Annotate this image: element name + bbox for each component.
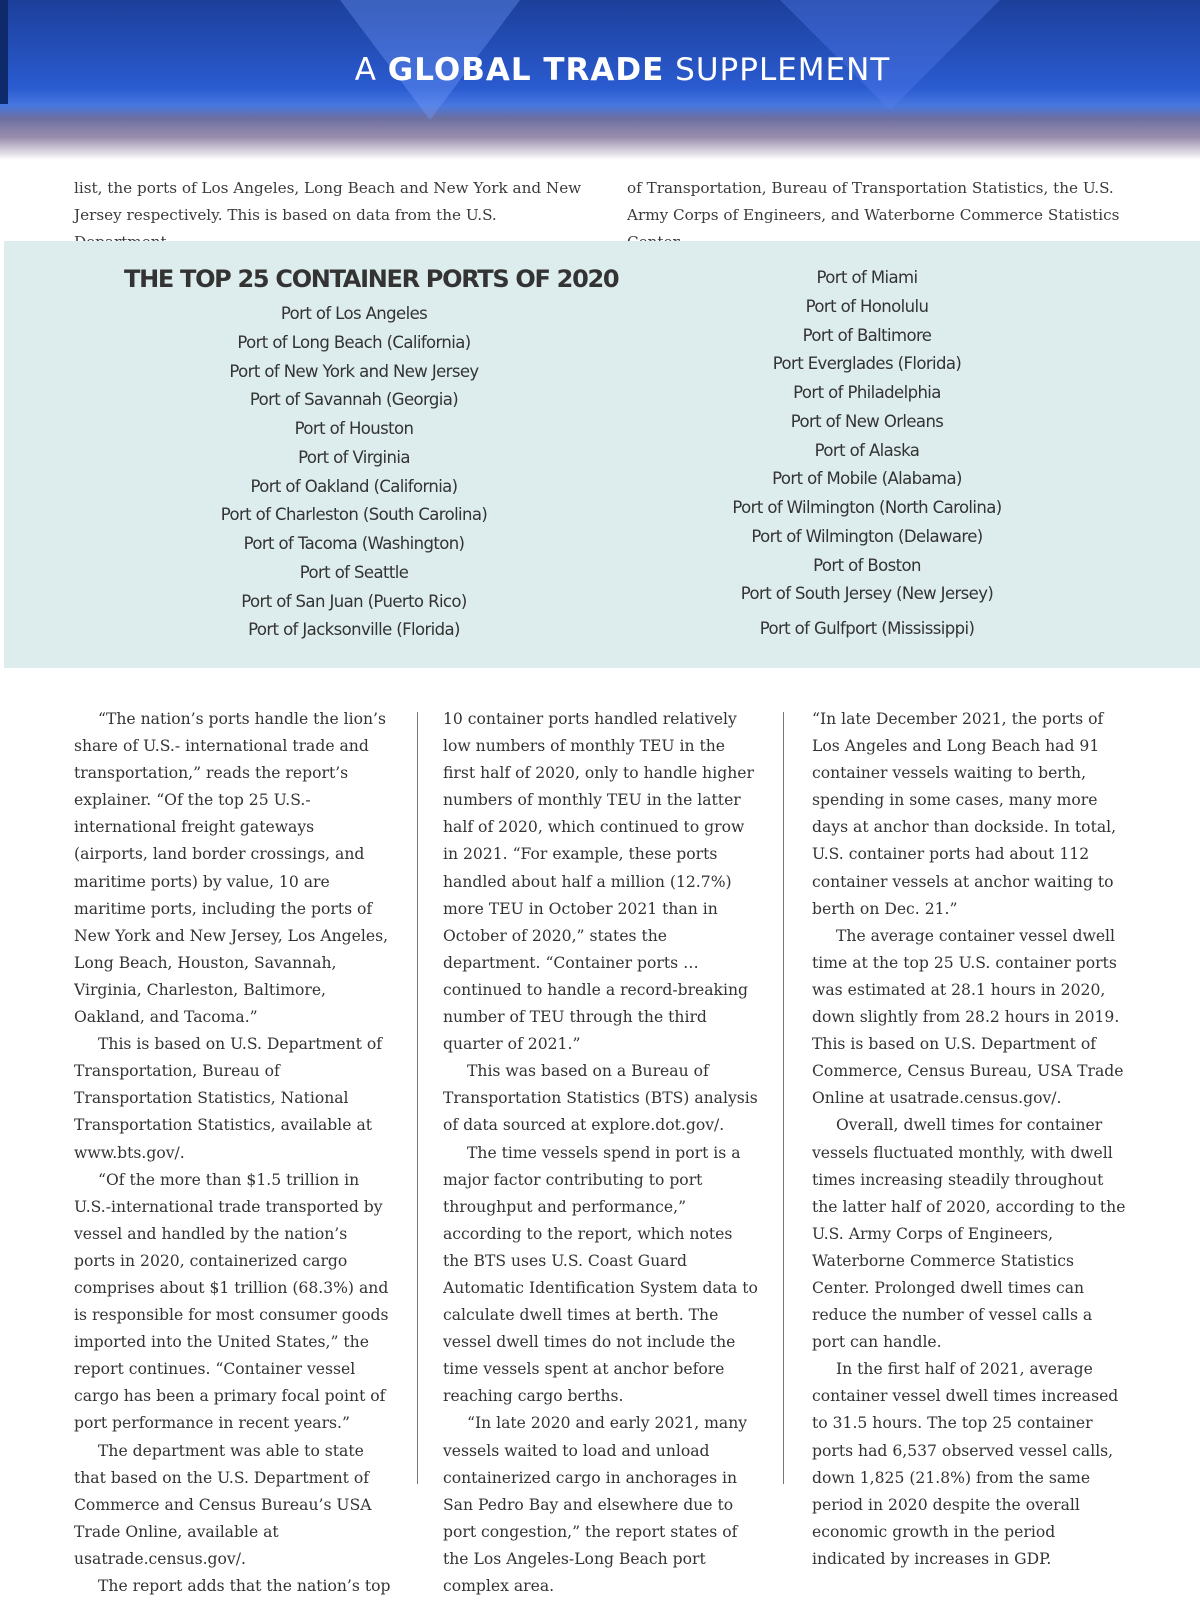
article-column-3 xyxy=(812,706,1130,1573)
port-item: Port of South Jersey (New Jersey) xyxy=(740,584,994,604)
port-item: Port of Mobile (Alabama) xyxy=(772,469,962,489)
port-item: Port of Baltimore xyxy=(802,325,932,345)
port-item: Port of Wilmington (North Carolina) xyxy=(732,498,1002,517)
port-item: Port of New Orleans xyxy=(790,411,944,431)
supplement-banner xyxy=(0,0,1200,160)
paragraph: The department was able to state that based on the U.S. Department of Commerce and Census Bureau’s USA Trade Online, available at usatrade.census.gov/. xyxy=(74,1441,372,1568)
column-divider xyxy=(783,712,784,1484)
paragraph: In the first half of 2021, average container vessel dwell times increased to 31.5 hours. The top 25 container ports had 6,537 observed vessel calls, down 1,825 (21.8%) from the same period in 2020 despite the overall economic growth in the period indicated by increases in GDP. xyxy=(812,1360,1119,1568)
port-item: Port of Oakland (California) xyxy=(250,476,458,496)
port-item: Port of Long Beach (California) xyxy=(237,332,471,352)
port-item: Port Everglades (Florida) xyxy=(772,354,962,374)
paragraph: “Of the more than $1.5 trillion in U.S.-international trade transported by vessel and handled by the nation’s ports in 2020, containerized cargo comprises about $1 trillion (68.3%) and is responsible for most consumer goods imported into the United States,” the report continues. “Container vessel cargo has been a primary focal point of port performance in recent years.” xyxy=(74,1170,389,1433)
port-item: Port of Gulfport (Mississippi) xyxy=(759,619,975,638)
ports-list-left xyxy=(104,300,604,645)
port-item: Port of New York and New Jersey xyxy=(229,361,479,381)
article-column-2 xyxy=(443,706,761,1600)
paragraph: The average container vessel dwell time at the top 25 U.S. container ports was estimated at 28.1 hours in 2020, down slightly from 28.2 hours in 2019. This is based on U.S. Department of Commerce, Census Bureau, USA Trade Online at usatrade.census.gov/. xyxy=(812,926,1124,1108)
paragraph: “The nation’s ports handle the lion’s share of U.S.- international trade and transportation,” reads the report’s explainer. “Of the top 25 U.S.-international freight gateways (airports, land border crossings, and maritime ports) by value, 10 are maritime ports, including the ports of New York and New Jersey, Los Angeles, Long Beach, Houston, Savannah, Virginia, Charleston, Baltimore, Oakland, and Tacoma.” xyxy=(74,710,389,1027)
port-item: Port of Virginia xyxy=(298,447,410,467)
paragraph: 10 container ports handled relatively low numbers of monthly TEU in the first half of 2020, only to handle higher numbers of monthly TEU in the latter half of 2020, which continued to grow in 2021. “For example, these ports handled about half a million (12.7%) more TEU in October 2021 than in October of 2020,” states the department. “Container ports … continued to handle a record-breaking number of TEU through the third quarter of 2021.” xyxy=(443,710,754,1054)
paragraph: The time vessels spend in port is a major factor contributing to port throughput and performance,” according to the report, which notes the BTS uses U.S. Coast Guard Automatic Identification System data to calculate dwell times at berth. The vessel dwell times do not include the time vessels spent at anchor before reaching cargo berths. xyxy=(443,1143,758,1406)
intro-text-right: of Transportation, Bureau of Transportation Statistics, the U.S. Army Corps of Engineers, and Waterborne Commerce Statistics xyxy=(627,179,1120,225)
ports-list-right xyxy=(617,264,1117,644)
paragraph: Overall, dwell times for container vessels fluctuated monthly, with dwell times increasing steadily throughout the latter half of 2020, according to the U.S. Army Corps of Engineers, Waterborne Commerce Statistics Center. Prolonged dwell times can reduce the number of vessel calls a port can handle. xyxy=(812,1116,1126,1352)
port-item: Port of Alaska xyxy=(814,440,920,460)
intro-text-left: list, the ports of Los Angeles, Long Beach and New York and New Jersey respectively. This is based on data from the U.S. xyxy=(74,179,582,225)
banner-title-suffix: SUPPLEMENT xyxy=(664,52,891,88)
paragraph: The report adds that the nation’s top xyxy=(98,1577,391,1595)
port-item: Port of Jacksonville (Florida) xyxy=(248,620,460,640)
port-item: Port of Savannah (Georgia) xyxy=(249,390,459,410)
port-item: Port of Los Angeles xyxy=(280,304,428,323)
paragraph: This is based on U.S. Department of Transportation, Bureau of Transportation Statistics, National Transportation Statistics, available at www.bts.gov/. xyxy=(74,1035,383,1162)
port-item: Port of San Juan (Puerto Rico) xyxy=(241,591,467,611)
port-item: Port of Miami xyxy=(816,268,918,287)
port-item: Port of Tacoma (Washington) xyxy=(243,534,465,553)
port-item: Port of Boston xyxy=(813,555,921,575)
top-ports-title: THE TOP 25 CONTAINER PORTS OF 2020 xyxy=(124,265,619,293)
banner-title-bold: GLOBAL TRADE xyxy=(387,52,665,88)
port-item: Port of Houston xyxy=(294,419,414,438)
column-divider xyxy=(417,712,418,1484)
port-item: Port of Honolulu xyxy=(805,296,929,316)
banner-title-prefix: A xyxy=(354,52,388,88)
paragraph: This was based on a Bureau of Transportation Statistics (BTS) analysis of data sourced at explore.dot.gov/. xyxy=(443,1062,758,1135)
paragraph: “In late December 2021, the ports of Los Angeles and Long Beach had 91 container vessels waiting to berth, spending in some cases, many more days at anchor than dockside. In total, U.S. container ports had about 112 container vessels at anchor waiting to berth on Dec. 21.” xyxy=(812,710,1117,918)
port-item: Port of Charleston (South Carolina) xyxy=(220,505,488,525)
port-item: Port of Wilmington (Delaware) xyxy=(751,526,983,546)
port-item: Port of Seattle xyxy=(299,562,409,582)
paragraph: “In late 2020 and early 2021, many vessels waited to load and unload containerized cargo in anchorages in San Pedro Bay and elsewhere due to port congestion,” the report states of the Los Angeles-Long Beach port complex area. xyxy=(443,1414,748,1595)
port-item: Port of Philadelphia xyxy=(793,383,941,402)
article-column-1 xyxy=(74,706,392,1600)
banner-title xyxy=(0,52,1200,88)
